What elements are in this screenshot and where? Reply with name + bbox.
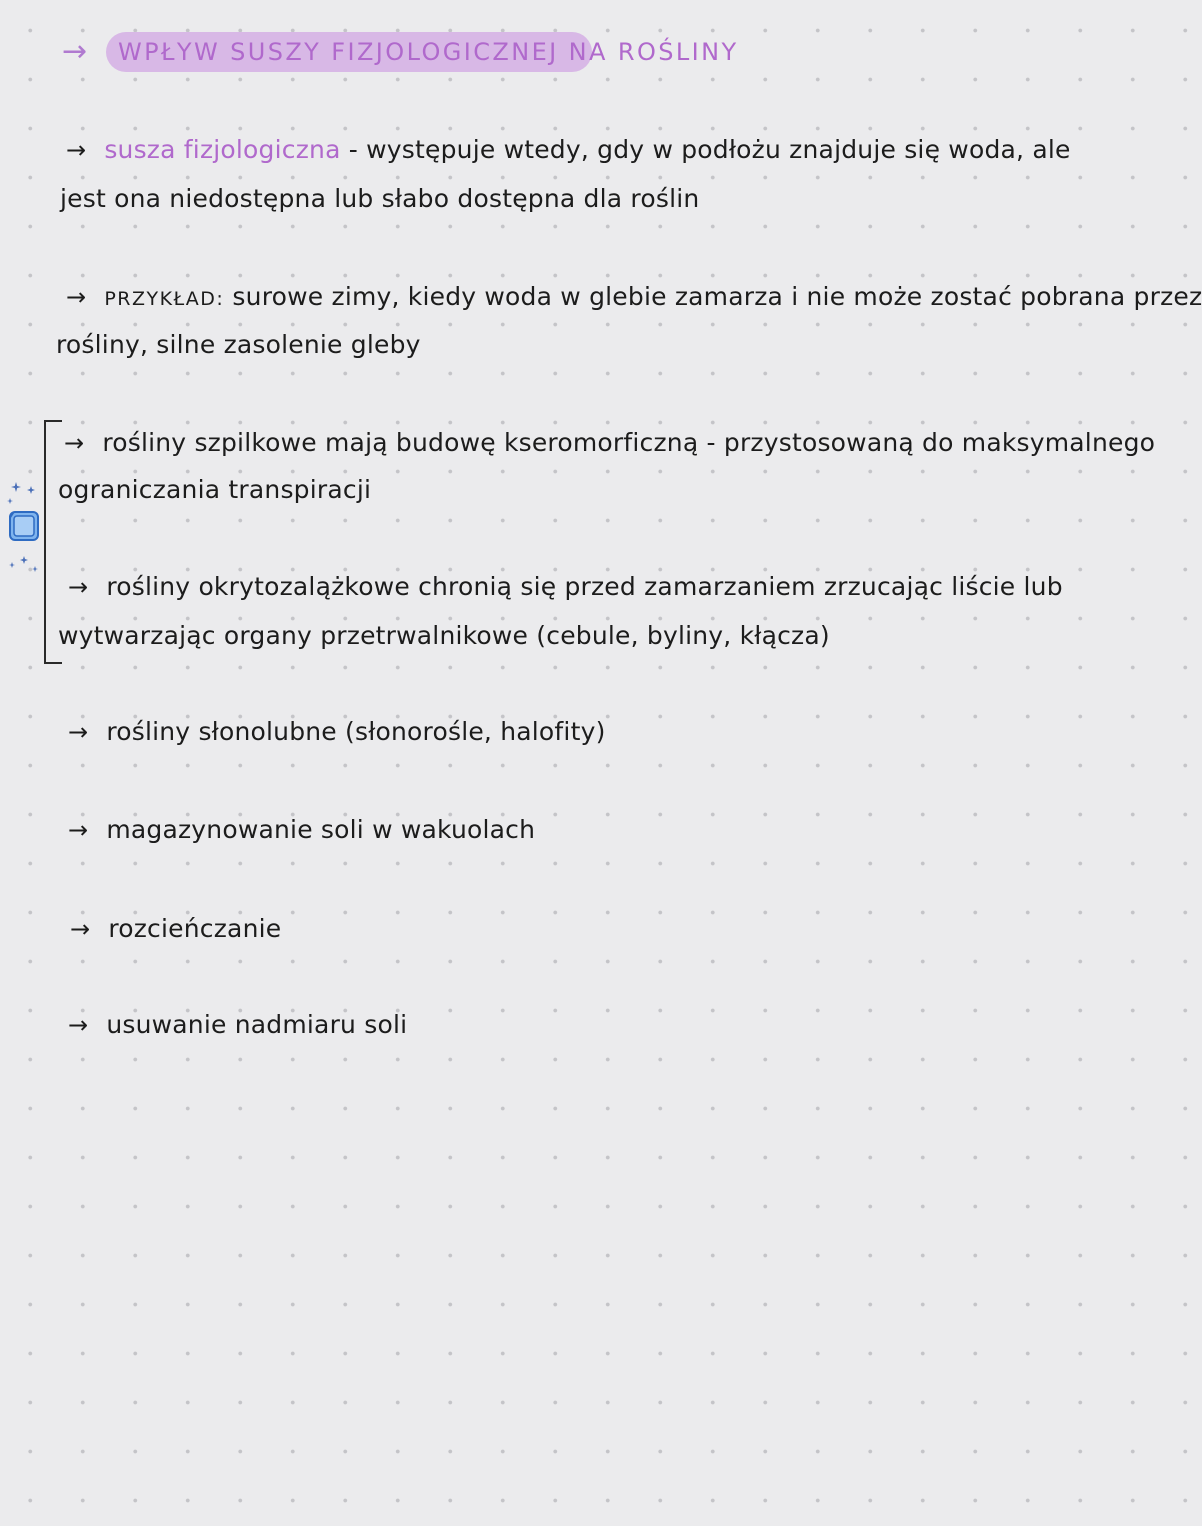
list-item xyxy=(68,815,535,845)
arrow-icon: → xyxy=(70,915,91,943)
definition-line-2: jest ona niedostępna lub słabo dostępna dla roślin xyxy=(60,184,700,213)
title-arrow-icon: → xyxy=(62,34,88,69)
arrow-icon: → xyxy=(68,718,89,746)
bracket-item-2-line-2: wytwarzając organy przetrwalnikowe (cebule, byliny, kłącza) xyxy=(58,621,830,650)
bracket-item-2-line-1 xyxy=(68,572,1063,602)
arrow-icon: → xyxy=(68,573,89,601)
bracket-item-1-line-1 xyxy=(64,428,1155,458)
definition-line-1 xyxy=(66,135,1071,165)
example-line-1 xyxy=(66,282,1202,314)
example-label: PRZYKŁAD: xyxy=(104,288,225,310)
arrow-icon: → xyxy=(66,136,87,164)
arrow-icon: → xyxy=(68,816,89,844)
ice-cube-sparkle-icon xyxy=(2,478,42,578)
list-item-text: magazynowanie soli w wakuolach xyxy=(106,815,536,844)
page-title: WPŁYW SUSZY FIZJOLOGICZNEJ NA ROŚLINY xyxy=(118,38,739,66)
bracket-item-text: rośliny okrytozalążkowe chronią się przed zamarzaniem zrzucając liście lub xyxy=(106,572,1063,601)
definition-text: - występuje wtedy, gdy w podłożu znajduje się woda, ale xyxy=(348,135,1071,164)
arrow-icon: → xyxy=(66,283,87,311)
list-item xyxy=(68,717,606,747)
arrow-icon: → xyxy=(68,1011,89,1039)
list-item-text: rozcieńczanie xyxy=(108,914,282,943)
list-item xyxy=(68,1010,407,1040)
list-item-text: rośliny słonolubne (słonorośle, halofity) xyxy=(106,717,606,746)
example-text: surowe zimy, kiedy woda w glebie zamarza i nie może zostać pobrana przez xyxy=(232,282,1202,311)
list-item xyxy=(70,914,281,944)
bracket-item-1-line-2: ograniczania transpiracji xyxy=(58,475,372,504)
arrow-icon: → xyxy=(64,429,85,457)
example-line-2: rośliny, silne zasolenie gleby xyxy=(56,330,421,359)
list-item-text: usuwanie nadmiaru soli xyxy=(106,1010,408,1039)
definition-term: susza fizjologiczna xyxy=(104,135,341,164)
bracket-item-text: rośliny szpilkowe mają budowę kseromorficzną - przystosowaną do maksymalnego xyxy=(102,428,1156,457)
